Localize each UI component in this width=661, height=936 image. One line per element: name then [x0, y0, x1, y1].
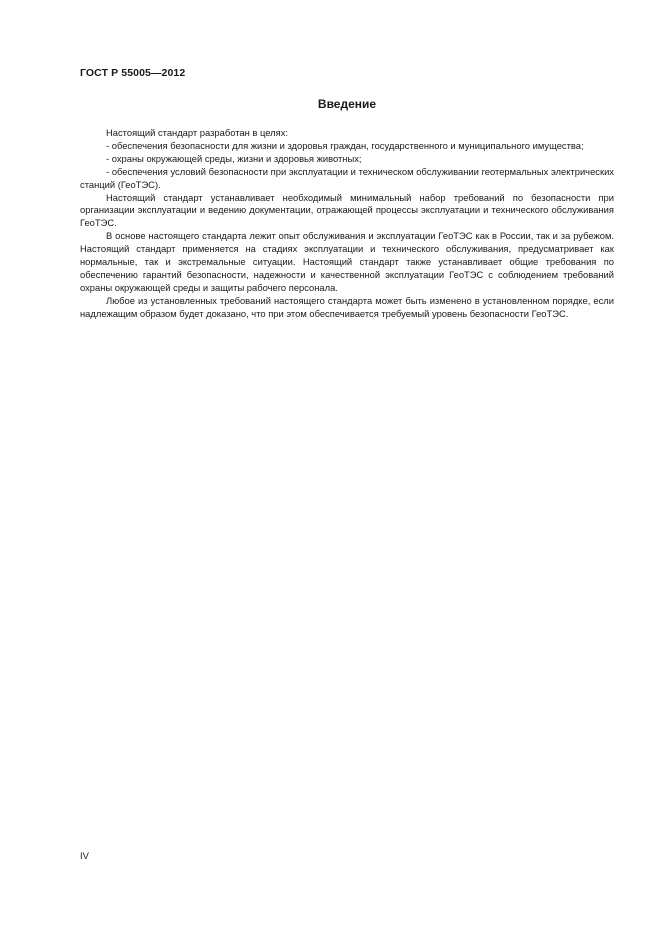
paragraph-purpose-safety: - обеспечения безопасности для жизни и здоровья граждан, государственного и муниципального имущества; — [106, 139, 584, 151]
page-number: IV — [80, 850, 89, 861]
paragraph-purpose-environment: - охраны окружающей среды, жизни и здоровья животных; — [106, 152, 362, 164]
paragraph-requirements: Настоящий стандарт устанавливает необходимый минимальный набор требований по безопасности при организации эксплуатации и ведению документации, отражающей процессы эксплуатации и технического обслуживания ГеоТЭС. — [80, 191, 614, 229]
document-header: ГОСТ Р 55005—2012 — [80, 67, 186, 79]
paragraph-basis: В основе настоящего стандарта лежит опыт обслуживания и эксплуатации ГеоТЭС как в России, так и за рубежом. Настоящий стандарт применяется на стадиях эксплуатации и технического обслуживания, предусматривает как нормальные, так и экстремальные ситуации. Настоящий стандарт также устанавливает общие требования по обеспечению гарантий безопасности, надежности и качественной эксплуатации ГеоТЭС с соблюдением требований охраны окружающей среды и защиты рабочего персонала. — [80, 230, 614, 293]
paragraph-purpose-intro: Настоящий стандарт разработан в целях: — [106, 127, 289, 138]
paragraph-changes: Любое из установленных требований настоящего стандарта может быть изменено в установленном порядке, если надлежащим образом будет доказано, что при этом обеспечивается требуемый уровень безопасности ГеоТЭС. — [80, 294, 614, 319]
body-text — [80, 127, 614, 321]
paragraph-purpose-operation: - обеспечения условий безопасности при эксплуатации и техническом обслуживании геотермальных электрических станций (ГеоТЭС). — [80, 165, 614, 190]
section-title: Введение — [317, 97, 377, 111]
